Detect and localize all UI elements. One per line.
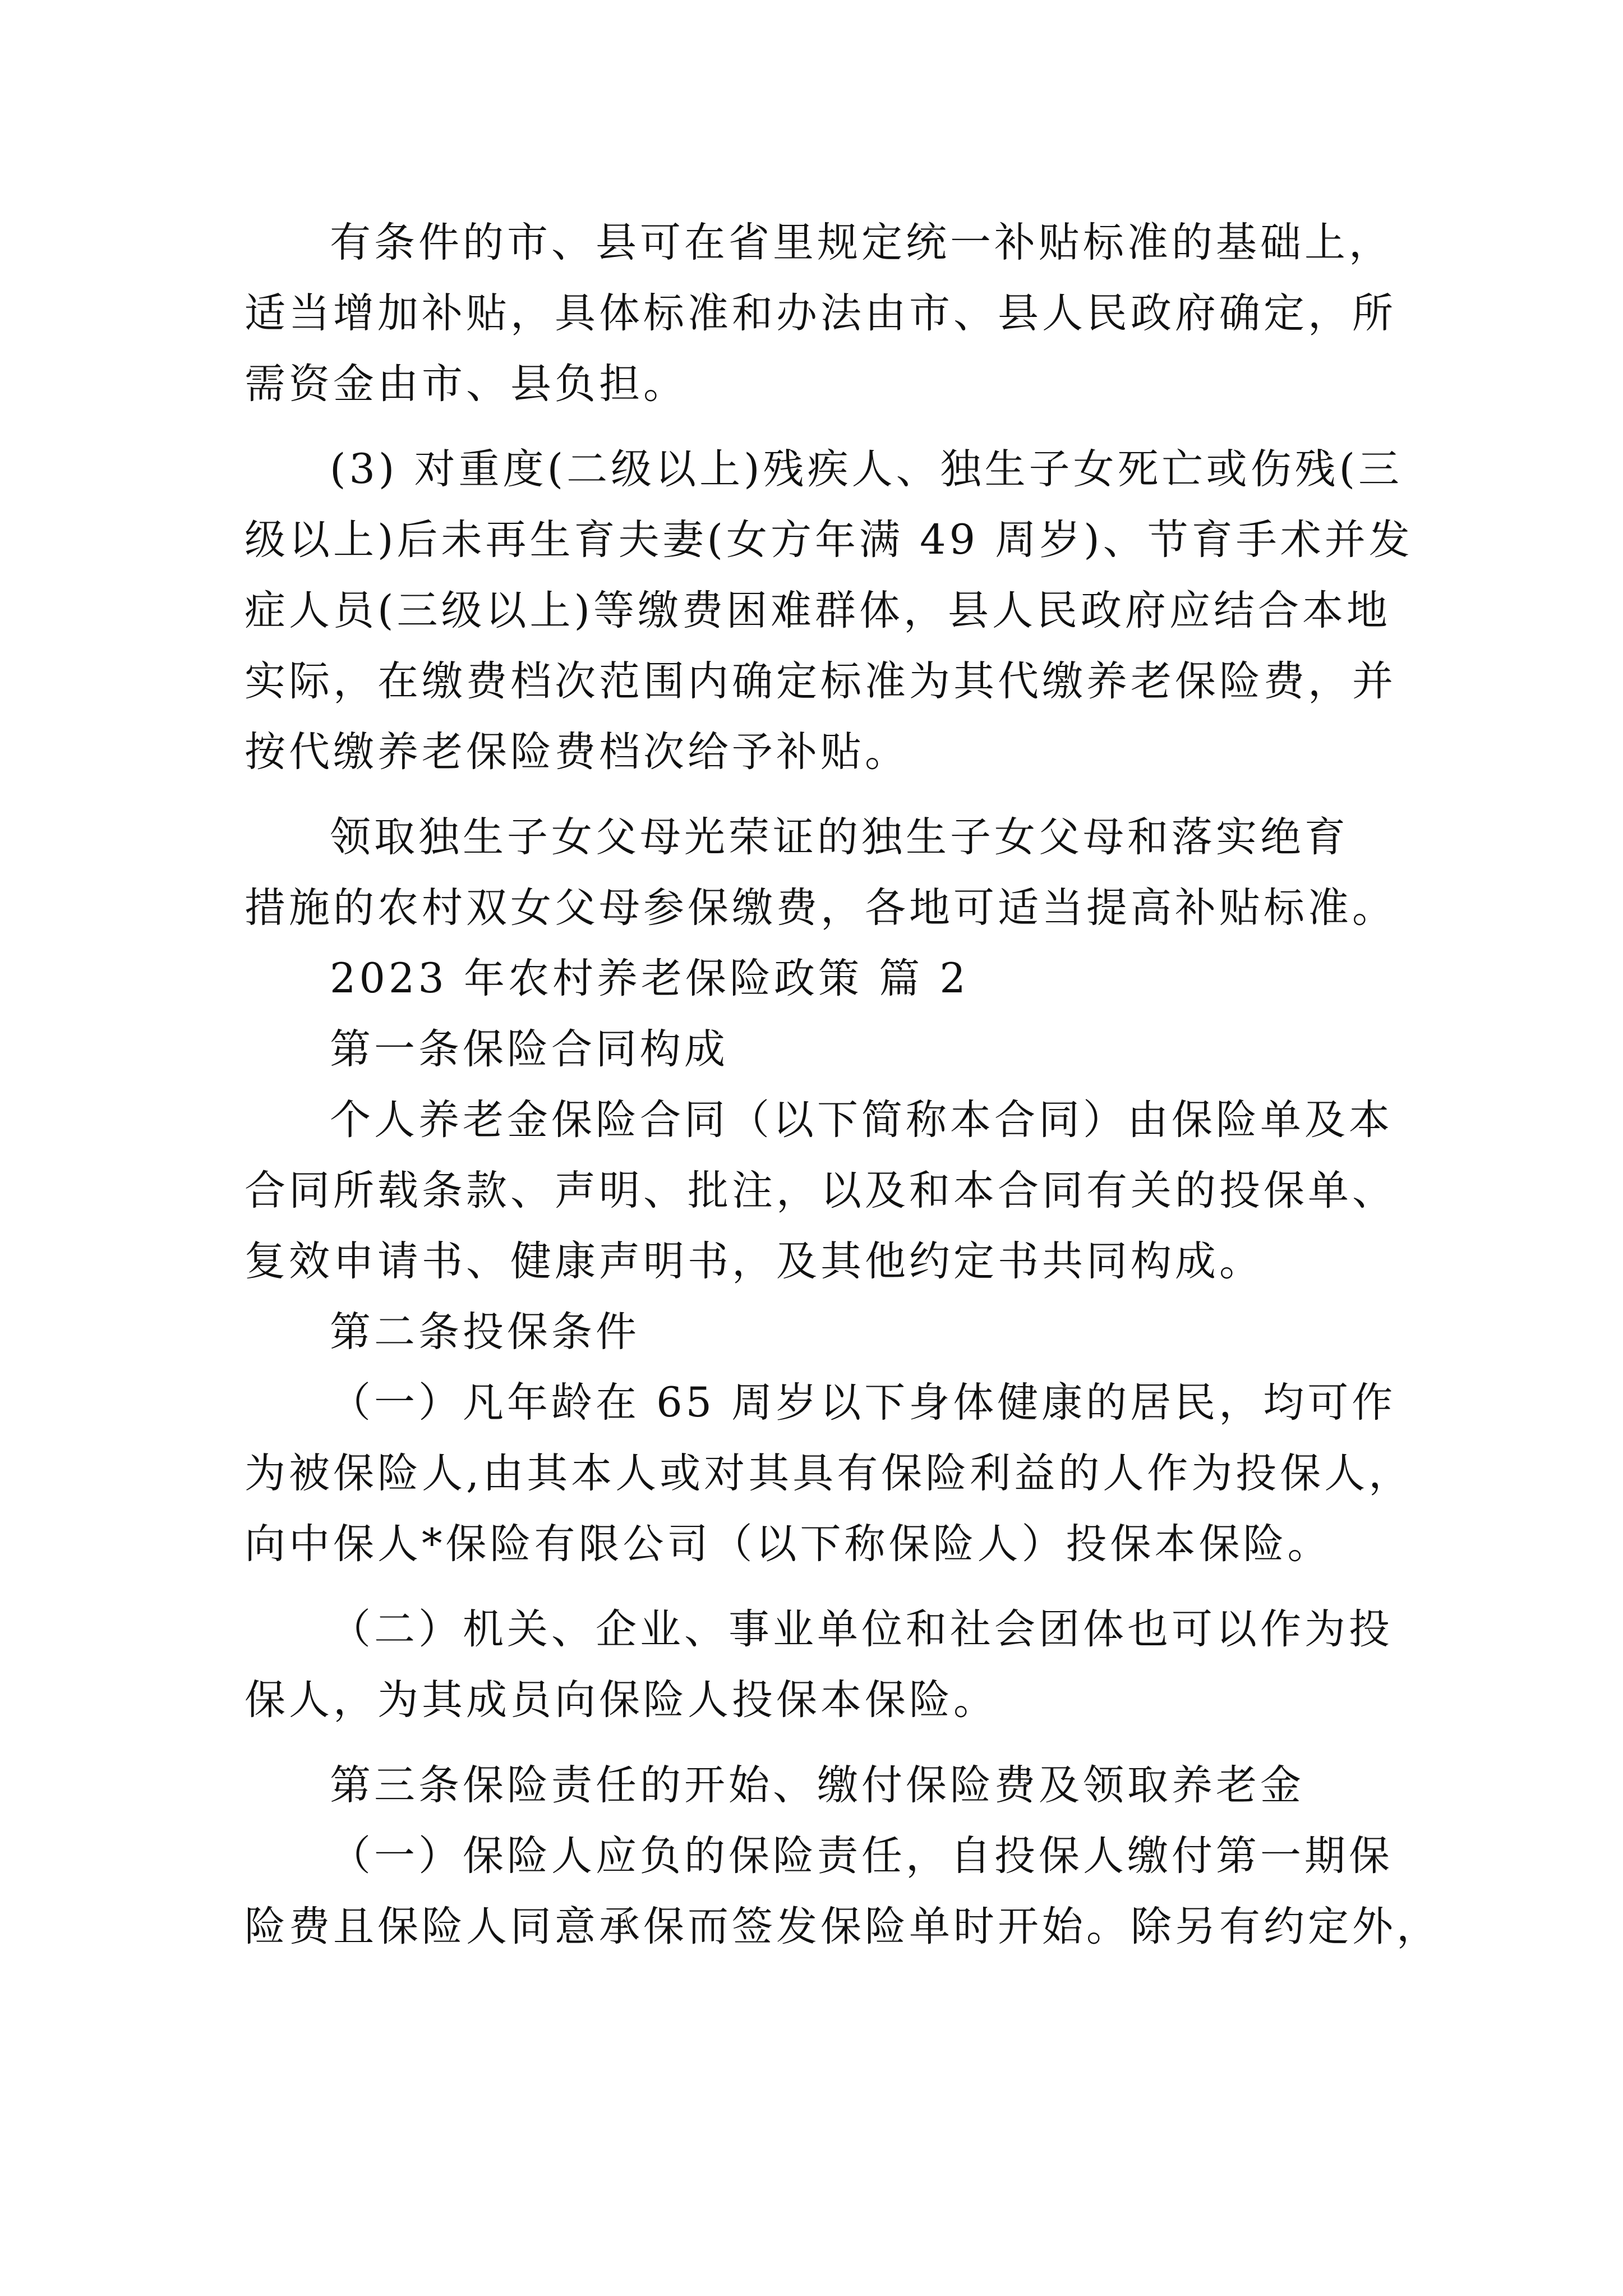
text-line: 有条件的市、县可在省里规定统一补贴标准的基础上， bbox=[330, 219, 1393, 266]
text-line: （一）保险人应负的保险责任，自投保人缴付第一期保 bbox=[330, 1832, 1393, 1880]
text-line: 适当增加补贴，具体标准和办法由市、县人民政府确定，所 bbox=[245, 289, 1396, 337]
text-line: 险费且保险人同意承保而签发保险单时开始。除另有约定外， bbox=[245, 1903, 1441, 1950]
text-line: 为被保险人,由其本人或对其具有保险利益的人作为投保人， bbox=[245, 1450, 1413, 1497]
text-line: 需资金由市、县负担。 bbox=[245, 360, 688, 408]
text-line: 级以上)后未再生育夫妻(女方年满 49 周岁)、节育手术并发 bbox=[245, 516, 1413, 564]
text-line: 实际，在缴费档次范围内确定标准为其代缴养老保险费，并 bbox=[245, 657, 1396, 705]
text-line: 措施的农村双女父母参保缴费，各地可适当提高补贴标准。 bbox=[245, 884, 1396, 932]
text-line: 复效申请书、健康声明书，及其他约定书共同构成。 bbox=[245, 1237, 1264, 1285]
text-line: 领取独生子女父母光荣证的独生子女父母和落实绝育 bbox=[330, 813, 1349, 861]
text-line: 保人，为其成员向保险人投保本保险。 bbox=[245, 1676, 998, 1724]
article-heading: 第三条保险责任的开始、缴付保险费及领取养老金 bbox=[330, 1761, 1304, 1809]
text-line: （二）机关、企业、事业单位和社会团体也可以作为投 bbox=[330, 1605, 1393, 1653]
text-line: 症人员(三级以上)等缴费困难群体，县人民政府应结合本地 bbox=[245, 587, 1391, 634]
text-line: （一）凡年龄在 65 周岁以下身体健康的居民，均可作 bbox=[330, 1379, 1396, 1427]
text-line: 个人养老金保险合同（以下简称本合同）由保险单及本 bbox=[330, 1096, 1393, 1144]
text-line: (3) 对重度(二级以上)残疾人、独生子女死亡或伤残(三 bbox=[330, 445, 1403, 493]
document-body bbox=[245, 208, 1441, 1962]
text-line: 向中保人*保险有限公司（以下称保险人）投保本保险。 bbox=[245, 1520, 1332, 1568]
article-heading: 第一条保险合同构成 bbox=[330, 1025, 728, 1073]
section-heading: 2023 年农村养老保险政策 篇 2 bbox=[330, 955, 969, 1002]
text-line: 按代缴养老保险费档次给予补贴。 bbox=[245, 728, 909, 776]
text-line: 合同所载条款、声明、批注，以及和本合同有关的投保单、 bbox=[245, 1167, 1396, 1214]
article-heading: 第二条投保条件 bbox=[330, 1308, 640, 1356]
